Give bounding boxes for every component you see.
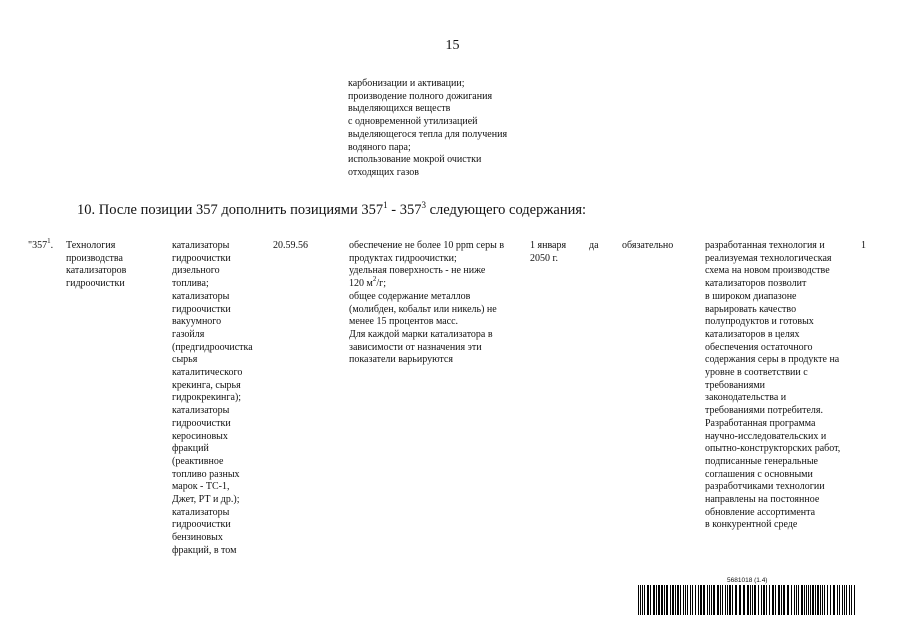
text-line: топливо разных [172,468,240,480]
text-line: 1 января [530,240,567,251]
barcode-label: 5681018 (1.4) [727,577,768,584]
text-line: водяного пара; [348,141,411,153]
barcode-bar [820,585,821,615]
text-line: гидроочистки [172,252,231,264]
barcode-bar [824,585,825,615]
barcode-bar [717,585,719,615]
text-line: катализаторов в целях [705,328,800,340]
products-cell [172,240,253,558]
barcode-bar [769,585,770,615]
barcode-bar [781,585,782,615]
barcode-bar [709,585,710,615]
text-line: требованиями [705,379,766,391]
text-fragment: /г; [376,278,386,290]
barcode-bar [670,585,671,615]
text-line: катализаторов позволит [705,278,807,290]
text-line: варьировать качество [705,303,797,315]
section-heading [77,202,586,219]
heading-text: следующего содержания: [425,202,587,218]
barcode-bar [854,585,855,615]
barcode-bar [666,585,668,615]
barcode-bar [739,585,741,615]
position-sup: 1 [47,237,51,245]
text-line: выделяющихся веществ [348,103,451,115]
text-line: вакуумного [172,316,222,328]
barcode-bar [672,585,674,615]
barcode-bar [692,585,693,615]
text-line: Технология [66,240,116,251]
text-line [349,275,504,291]
barcode-bar [798,585,799,615]
mandatory-cell: обязательно [622,240,674,251]
barcode-bar [806,585,807,615]
barcode-bar [711,585,712,615]
barcode-bar [815,585,816,615]
barcode-bar [808,585,809,615]
barcode-bar [647,585,649,615]
superscript: 2 [372,275,377,284]
text-line: обеспечение не более 10 ppm серы в [349,240,505,251]
text-line: бензиновых [172,532,223,544]
text-line: опытно-конструкторских работ, [705,443,841,455]
barcode-bar [675,585,676,615]
barcode-bar [837,585,838,615]
barcode-bar [778,585,780,615]
text-line: разработчиками технологии [705,481,825,493]
barcode-bar [772,585,774,615]
heading-sup: 1 [383,200,388,210]
text-line: продуктах гидроочистки; [349,252,457,264]
heading-sup: 3 [421,200,426,210]
barcode-bar [787,585,789,615]
barcode-bar [839,585,840,615]
barcode-image [638,585,856,615]
text-line: дизельного [172,265,220,277]
text-line: газойля [172,328,205,340]
text-line: гидроочистки [172,303,231,315]
last-column-value: 1 [861,240,866,251]
text-line: общее содержание металлов [349,290,471,302]
text-line: карбонизации и активации; [348,78,465,89]
okpd-code: 20.59.56 [273,240,308,251]
barcode-bar [812,585,814,615]
text-line: производение полного дожигания [348,90,493,102]
barcode-bar [640,585,641,615]
barcode-bar [677,585,679,615]
text-line: удельная поверхность - не ниже [349,265,486,277]
text-fragment: 120 м [349,278,373,290]
barcode-bar [796,585,797,615]
barcode-bar [758,585,759,615]
barcode-bar [842,585,843,615]
text-line: сырья [172,354,198,366]
text-line: менее 15 процентов масс. [349,316,459,328]
barcode-bar [763,585,765,615]
barcode-bar [801,585,803,615]
justification-cell [705,240,840,532]
barcode-bar [761,585,762,615]
barcode-bar [707,585,708,615]
barcode-bar [638,585,639,615]
barcode-bar [658,585,660,615]
barcode-bar [747,585,749,615]
text-line: обновление ассортимента [705,506,816,518]
barcode-bar [849,585,850,615]
barcode-bar [783,585,785,615]
barcode-bar [642,585,643,615]
text-line: научно-исследовательских и [705,430,827,442]
barcode-bar [664,585,665,615]
text-line: Разработанная программа [705,417,816,429]
barcode-bar [754,585,756,615]
text-line: гидрокрекинга); [172,392,242,404]
barcode-bar [703,585,705,615]
barcode-bar [720,585,721,615]
text-line: обеспечения остаточного [705,341,813,353]
text-line: использование мокрой очистки [348,154,482,166]
text-line: реализуемая технологическая [705,252,832,264]
barcode-bar [750,585,751,615]
barcode-bar [817,585,819,615]
text-line: топлива; [172,278,209,290]
text-line: схема на новом производстве [705,265,830,277]
yes-cell: да [589,240,599,251]
requirements-cell [349,240,504,367]
barcode-bar [851,585,852,615]
heading-text: - 357 [387,202,422,218]
position-suffix: . [50,240,54,251]
barcode-bar [791,585,792,615]
text-line: зависимости от назначения эти [349,341,482,353]
text-line: полупродуктов и готовых [705,316,814,328]
barcode-bar [690,585,691,615]
text-line: показатели варьируются [349,354,453,366]
heading-text: 10. После позиции 357 дополнить позициями 357 [77,202,384,218]
text-line: гидроочистки [172,519,231,531]
barcode-bar [725,585,726,615]
text-line: катализаторы [172,506,230,518]
text-line: разработанная технология и [705,240,825,251]
technology-name [66,240,126,291]
barcode-bar [685,585,686,615]
barcode-bar [729,585,731,615]
barcode-bar [833,585,835,615]
continuation-text [348,78,507,180]
barcode-bar [830,585,831,615]
text-line: в широком диапазоне [705,290,797,302]
barcode-bar [700,585,702,615]
text-line: выделяющегося тепла для получения [348,128,508,140]
barcode-bar [695,585,696,615]
barcode-bar [698,585,699,615]
barcode-bar [752,585,753,615]
text-line: керосиновых [172,430,228,442]
text-line: (реактивное [172,455,224,467]
barcode-bar [661,585,663,615]
text-line: содержания серы в продукте на [705,354,840,366]
text-line: катализаторы [172,240,230,251]
text-line: требованиями потребителя. [705,405,824,417]
text-line: катализаторы [172,290,230,302]
barcode-bar [713,585,715,615]
barcode-bar [732,585,733,615]
barcode-bar [687,585,688,615]
text-line: в конкурентной среде [705,519,798,531]
text-line: каталитического [172,367,243,379]
barcode-bar [656,585,657,615]
text-line: марок - ТС-1, [172,481,230,493]
text-line: соглашения с основными [705,468,813,480]
barcode-bar [844,585,845,615]
page-number: 15 [445,38,460,53]
text-line: крекинга, сырья [172,379,241,391]
text-line: фракций [172,443,209,455]
barcode-bar [810,585,811,615]
text-line: Для каждой марки катализатора в [349,328,493,340]
barcode-bar [804,585,805,615]
barcode-bar [650,585,651,615]
barcode-bar [846,585,847,615]
text-line: Джет, РТ и др.); [172,494,240,506]
text-line: уровне в соответствии с [705,367,808,379]
text-line: гидроочистки [172,417,231,429]
text-line: (молибден, кобальт или никель) не [349,303,497,315]
text-line: производства [66,252,123,264]
barcode-bar [727,585,728,615]
text-line: катализаторов [66,265,127,277]
text-line: законодательства и [705,392,787,404]
text-line: гидроочистки [66,278,125,290]
text-line: с одновременной утилизацией [348,116,478,128]
text-line: фракций, в том [172,544,237,556]
barcode-bar [766,585,767,615]
barcode-bar [683,585,684,615]
barcode-bar [794,585,795,615]
position-number [28,237,54,253]
text-line: подписанные генеральные [705,455,818,467]
barcode-bar [644,585,645,615]
barcode-bar [743,585,745,615]
barcode-bar [822,585,823,615]
barcode-bar [827,585,828,615]
barcode-bar [653,585,655,615]
position-text: "357 [28,240,48,251]
text-line: катализаторы [172,405,230,417]
barcode-bar [722,585,723,615]
text-line: направлены на постоянное [705,494,820,506]
barcode-bar [735,585,737,615]
date-cell [530,240,566,265]
barcode-bar [775,585,776,615]
barcode-bar [680,585,681,615]
text-line: (предгидроочистка [172,341,253,353]
text-line: отходящих газов [348,166,419,178]
text-line: 2050 г. [530,252,558,264]
